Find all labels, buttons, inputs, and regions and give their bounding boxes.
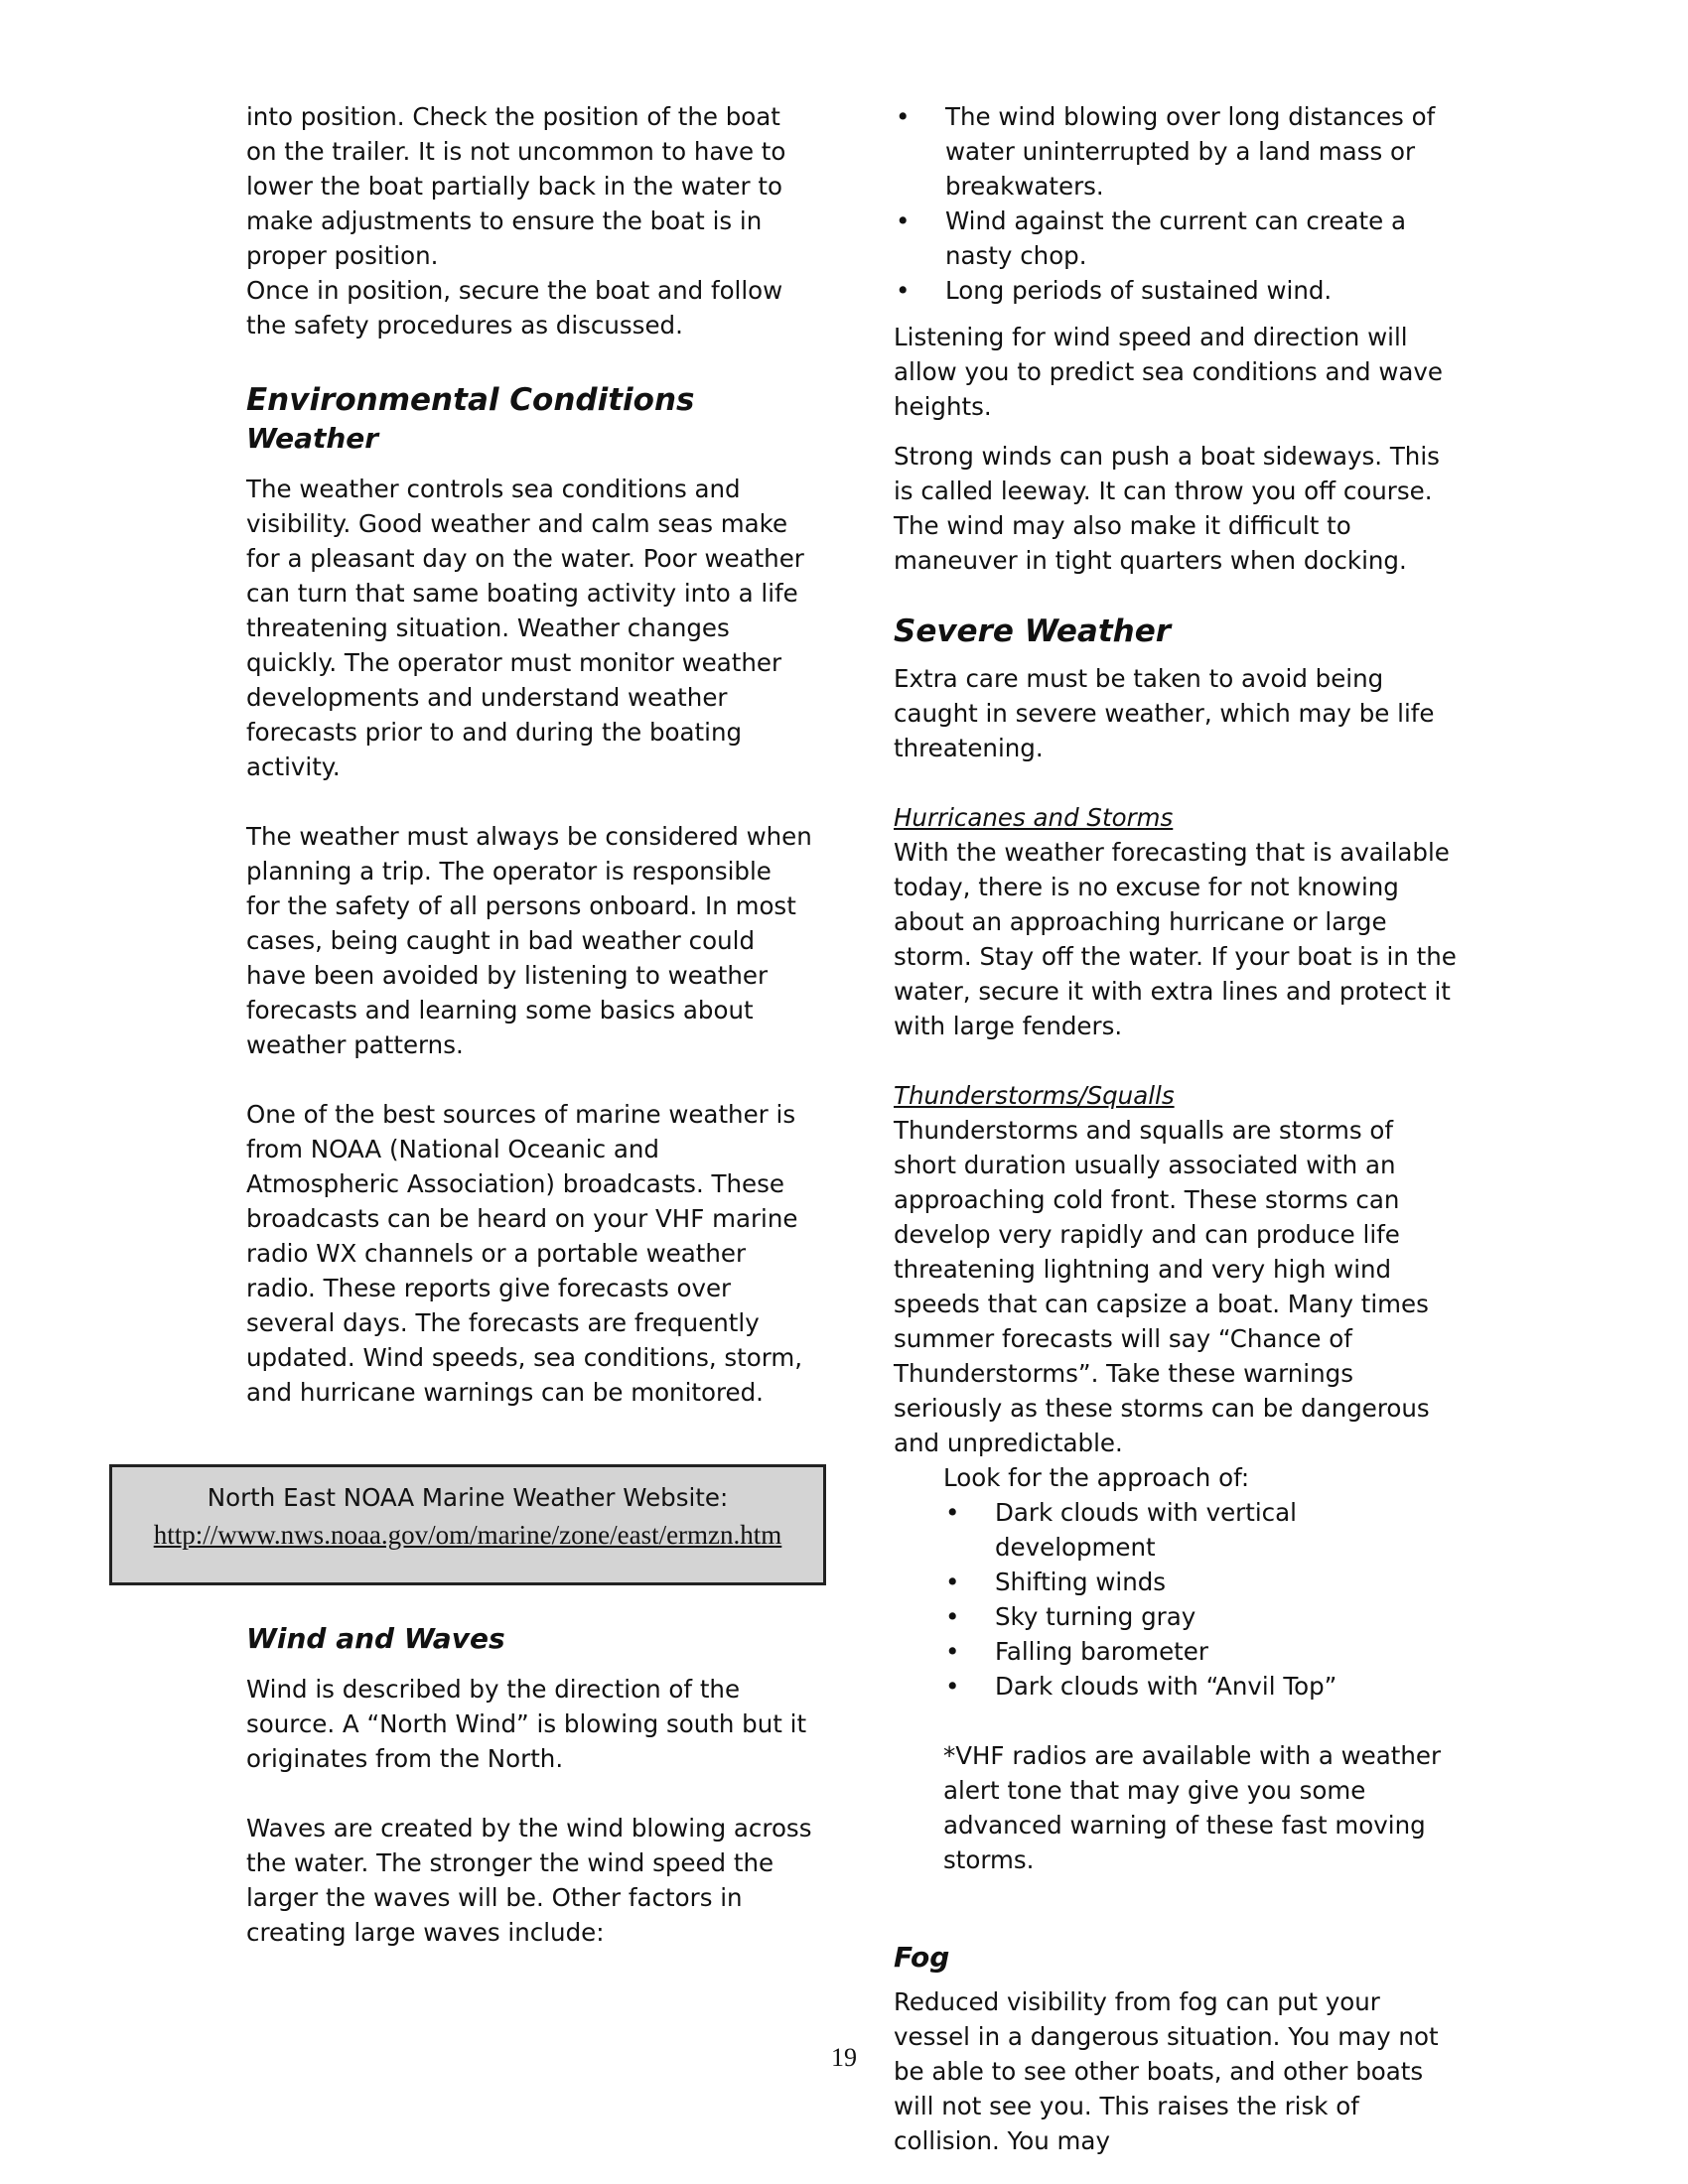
bullet-icon: • [945,1672,960,1701]
weather-heading: Weather [246,422,379,455]
wind-paragraph-1: Wind is described by the direction of the source. A “North Wind” is blowing south but it originates from the North. [246,1675,807,1773]
weather-paragraph-3: One of the best sources of marine weather is from NOAA (National Oceanic and Atmospheric Association) broadcasts. These broadcasts can be heard on your VHF marine radio WX channels or a portable weather radio. These reports give forecasts over several days. The forecasts are frequently updated. Wind speeds, sea conditions, storm, and hurricane warnings can be monitored. [246,1100,803,1407]
left-column [246,99,812,1950]
severe-weather-paragraph: Extra care must be taken to avoid being caught in severe weather, which may be life threatening. [894,664,1435,762]
list-item: • Wind against the current can create a nasty chop. [894,204,1460,273]
noaa-website-box [109,1464,826,1585]
look-for-label: Look for the approach of: [943,1463,1250,1492]
hurricanes-paragraph: With the weather forecasting that is available today, there is no excuse for not knowing about an approaching hurricane or large storm. Stay off the water. If your boat is in the water, secure it with extra lines and protect it with large fenders. [894,838,1457,1040]
list-item: • Long periods of sustained wind. [894,273,1460,308]
weather-paragraph-1: The weather controls sea conditions and visibility. Good weather and calm seas make for a pleasant day on the water. Poor weather can turn that same boating activity into a life threatening situation. Weather changes quickly. The operator must monitor weather developments and understand weather forecasts prior to and during the boating activity. [246,475,804,781]
approach-signs-list [943,1495,1460,1704]
list-item: • Sky turning gray [943,1599,1460,1634]
thunderstorms-paragraph: Thunderstorms and squalls are storms of short duration usually associated with an approaching cold front. These storms can develop very rapidly and can produce life threatening lightning and very high wind speeds that can capsize a boat. Many times summer forecasts will say “Chance of Thunderstorms”. Take these warnings seriously as these storms can be dangerous and unpredictable. [894,1116,1430,1457]
list-item: • Dark clouds with “Anvil Top” [943,1669,1460,1704]
fog-paragraph: Reduced visibility from fog can put your vessel in a dangerous situation. You may not be able to see other boats, and other boats will not see you. This raises the risk of collision. You may [894,1987,1439,2155]
fog-heading: Fog [894,1941,950,1974]
bullet-icon: • [896,102,911,131]
leeway-paragraph: Strong winds can push a boat sideways. This is called leeway. It can throw you off course. The wind may also make it difficult to maneuver in tight quarters when docking. [894,442,1440,575]
wind-and-waves-heading: Wind and Waves [246,1622,505,1655]
right-column [894,99,1460,2158]
vhf-note: *VHF radios are available with a weather alert tone that may give you some advanced warning of these fast moving storms. [943,1741,1442,1874]
environmental-conditions-heading: Environmental Conditions [246,382,695,418]
noaa-box-title: North East NOAA Marine Weather Website: [207,1483,729,1512]
list-item: • Shifting winds [943,1565,1460,1599]
wind-paragraph-2: Waves are created by the wind blowing across the water. The stronger the wind speed the larger the waves will be. Other factors in creating large waves include: [246,1814,812,1947]
page-number: 19 [831,2043,857,2072]
approach-signs [894,1460,1460,1877]
bullet-icon: • [945,1637,960,1666]
bullet-icon: • [945,1568,960,1596]
bullet-icon: • [945,1498,960,1527]
noaa-website-link[interactable]: http://www.nws.noaa.gov/om/marine/zone/east/ermzn.htm [153,1520,782,1550]
wave-factors-list [894,99,1460,308]
hurricanes-subheading: Hurricanes and Storms [894,803,1174,832]
list-item: • Falling barometer [943,1634,1460,1669]
intro-paragraph-2: Once in position, secure the boat and follow the safety procedures as discussed. [246,276,783,340]
bullet-icon: • [896,206,911,235]
list-item: • The wind blowing over long distances of water uninterrupted by a land mass or breakwaters. [894,99,1460,204]
bullet-icon: • [896,276,911,305]
severe-weather-heading: Severe Weather [894,614,1172,649]
list-item: • Dark clouds with vertical development [943,1495,1460,1565]
intro-paragraph: into position. Check the position of the boat on the trailer. It is not uncommon to have to lower the boat partially back in the water to make adjustments to ensure the boat is in proper position. [246,102,786,270]
bullet-icon: • [945,1602,960,1631]
weather-paragraph-2: The weather must always be considered when planning a trip. The operator is responsible for the safety of all persons onboard. In most cases, being caught in bad weather could have been avoided by listening to weather forecasts and learning some basics about weather patterns. [246,822,812,1059]
listening-paragraph: Listening for wind speed and direction will allow you to predict sea conditions and wave heights. [894,323,1443,421]
thunderstorms-subheading: Thunderstorms/Squalls [894,1081,1175,1110]
